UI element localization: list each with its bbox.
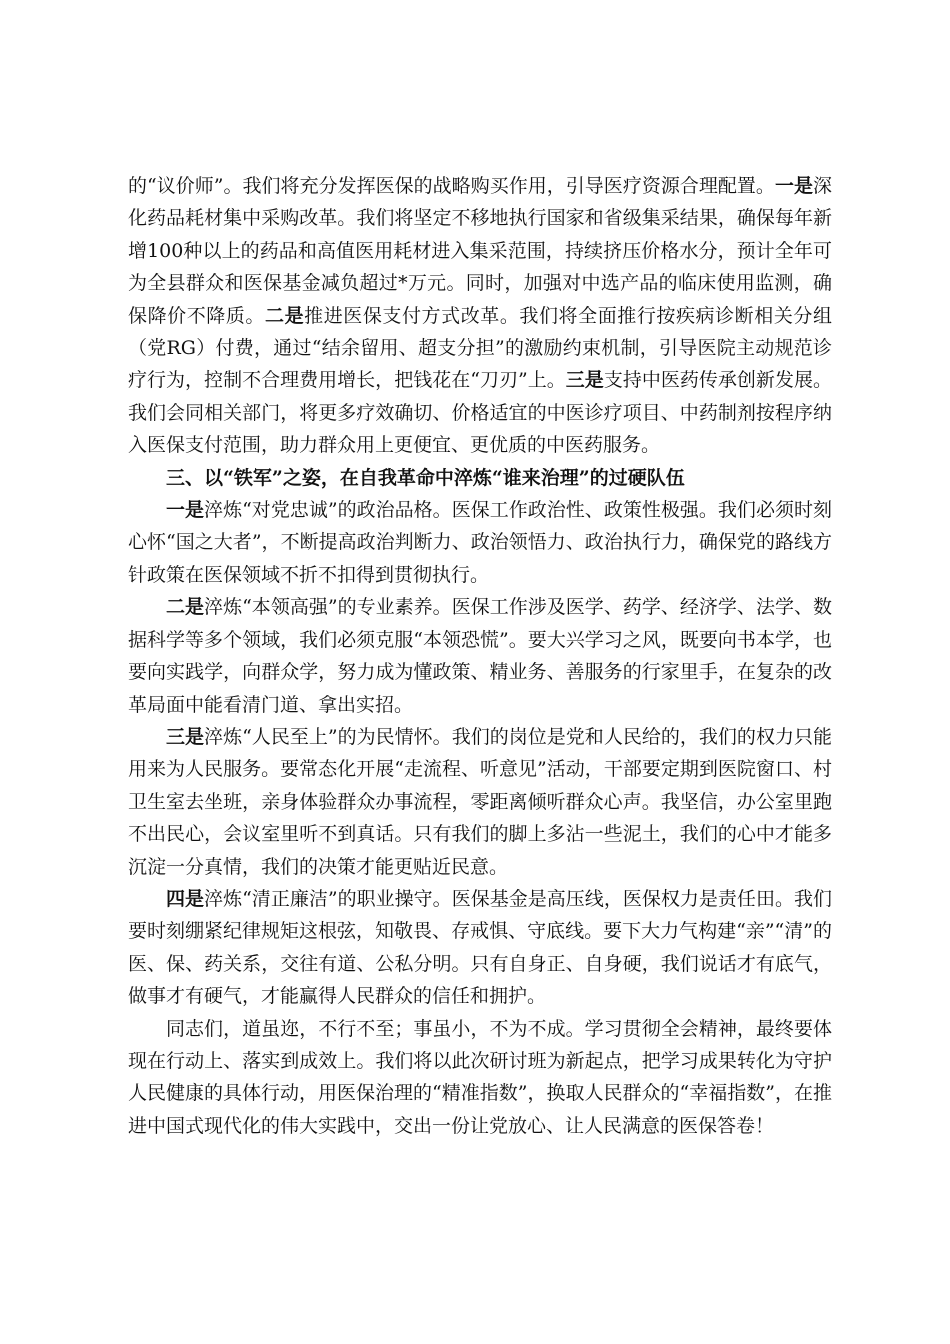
section-heading: 三、以“铁军”之姿，在自我革命中淬炼“谁来治理”的过硬队伍	[166, 466, 685, 489]
bold-lead: 三是	[166, 725, 205, 748]
bold-lead: 一是	[166, 499, 205, 522]
paragraph	[128, 494, 832, 591]
paragraph-text: 的“议价师”。我们将充分发挥医保的战略购买作用，引导医疗资源合理配置。	[128, 175, 775, 197]
paragraph-text: 淬炼“人民至上”的为民情怀。我们的岗位是党和人民给的，我们的权力只能用来为人民服务。要常态化开展“走流程、听意见”活动，干部要定期到医院窗口、村卫生室去坐班，亲身体验群众办事流程，零距离倾听群众心声。我坚信，办公室里跑不出民心，会议室里听不到真话。只有我们的脚上多沾一些泥土，我们的心中才能多沉淀一分真情，我们的决策才能更贴近民意。	[128, 725, 832, 878]
bold-lead: 二是	[166, 596, 205, 619]
closing-paragraph: 同志们，道虽迩，不行不至；事虽小，不为不成。学习贯彻全会精神，最终要体现在行动上、落实到成效上。我们将以此次研讨班为新起点，把学习成果转化为守护人民健康的具体行动，用医保治理的“精准指数”，换取人民群众的“幸福指数”，在推进中国式现代化的伟大实践中，交出一份让党放心、让人民满意的医保答卷！	[128, 1017, 832, 1137]
paragraph-text: 淬炼“清正廉洁”的职业操守。医保基金是高压线，医保权力是责任田。我们要时刻绷紧纪律规矩这根弦，知敬畏、存戒惧、守底线。要下大力气构建“亲”“清”的医、保、药关系，交往有道、公私分明。只有自身正、自身硬，我们说话才有底气，做事才有硬气，才能赢得人民群众的信任和拥护。	[128, 887, 832, 1008]
bold-lead: 二是	[265, 304, 305, 327]
paragraph-text: 淬炼“对党忠诚”的政治品格。医保工作政治性、政策性极强。我们必须时刻心怀“国之大者”，不断提高政治判断力、政治领悟力、政治执行力，确保党的路线方针政策在医保领域不折不扣得到贯彻执行。	[128, 499, 832, 586]
paragraph-text: 支持中医药传承创新发展。我们会同相关部门，将更多疗效确切、价格适宜的中医诊疗项目、中药制剂按程序纳入医保支付范围，助力群众用上更便宜、更优质的中医药服务。	[128, 369, 832, 457]
bold-lead: 四是	[166, 887, 205, 910]
paragraph-continued	[128, 170, 832, 462]
paragraph-text: 推进医保支付方式改革。我们将全面推行按疾病诊断相关分组（党RG）付费，通过“结余留用、超支分担”的激励约束机制，引导医院主动规范诊疗行为，控制不合理费用增长，把钱花在“刀刃”上。	[128, 304, 832, 392]
bold-lead: 一是	[774, 175, 813, 197]
bold-lead: 三是	[565, 369, 604, 392]
paragraph	[128, 883, 832, 1013]
paragraph-text: 深化药品耗材集中采购改革。我们将坚定不移地执行国家和省级集采结果，确保每年新增100种以上的药品和高值医用耗材进入集采范围，持续挤压价格水分，预计全年可为全县群众和医保基金减负超过*万元。同时，加强对中选产品的临床使用监测，确保降价不降质。	[128, 175, 832, 327]
document-body	[128, 170, 832, 1142]
paragraph-text: 淬炼“本领高强”的专业素养。医保工作涉及医学、药学、经济学、法学、数据科学等多个领域，我们必须克服“本领恐慌”。要大兴学习之风，既要向书本学，也要向实践学，向群众学，努力成为懂政策、精业务、善服务的行家里手，在复杂的改革局面中能看清门道、拿出实招。	[128, 596, 832, 716]
paragraph	[128, 591, 832, 721]
paragraph	[128, 721, 832, 883]
